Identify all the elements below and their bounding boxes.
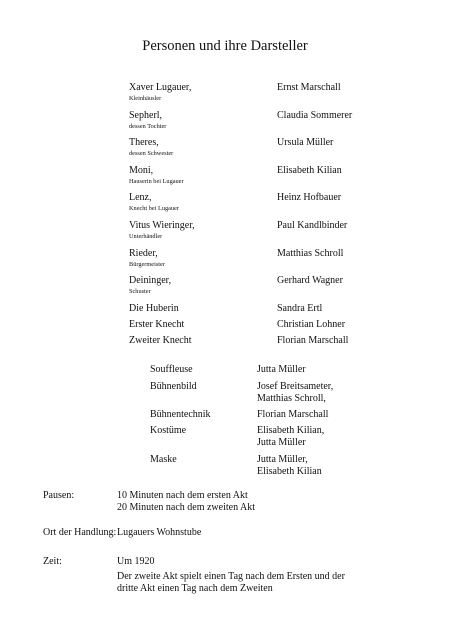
cast-role: Xaver Lugauer,	[129, 82, 192, 93]
note-line: dritte Akt einen Tag nach dem Zweiten	[117, 582, 273, 594]
cast-actor: Sandra Ertl	[277, 302, 323, 314]
crew-value-line: Florian Marschall	[257, 409, 329, 420]
crew-row	[150, 454, 410, 484]
cast-role-description: Bürgermeister	[129, 260, 165, 268]
cast-row	[129, 82, 429, 110]
pausen-value	[117, 490, 255, 513]
crew-value-line: Matthias Schroll,	[257, 392, 326, 404]
crew-row	[150, 425, 410, 454]
note-line: Der zweite Akt spielt einen Tag nach dem Ersten und der	[117, 571, 345, 582]
crew-label: Kostüme	[150, 425, 187, 436]
ort-value	[117, 527, 201, 539]
note-value	[117, 571, 345, 594]
crew-label: Bühnenbild	[150, 381, 197, 392]
crew-value-line: Jutta Müller,	[257, 454, 308, 465]
crew-value	[257, 454, 322, 477]
crew-value-line: Jutta Müller	[257, 436, 306, 448]
cast-row	[129, 319, 429, 335]
cast-list	[129, 82, 429, 351]
crew-label: Maske	[150, 454, 177, 465]
crew-value	[257, 364, 306, 376]
cast-role-description: dessen Tochter	[129, 122, 167, 130]
cast-role: Lenz,	[129, 192, 152, 204]
cast-actor: Elisabeth Kilian	[277, 164, 342, 176]
zeit-label: Zeit:	[43, 556, 62, 567]
cast-role: Deininger,	[129, 275, 172, 287]
crew-value	[257, 409, 328, 421]
page-title: Personen und ihre Darsteller	[142, 38, 308, 54]
cast-row	[129, 165, 429, 193]
cast-role: Moni,	[129, 164, 154, 176]
cast-row	[129, 335, 429, 351]
crew-value-line: Elisabeth Kilian	[257, 465, 322, 477]
cast-row	[129, 220, 429, 248]
cast-role-description: Unterhändler	[129, 232, 163, 240]
crew-label: Souffleuse	[150, 364, 193, 375]
cast-role-description: Schuster	[129, 288, 151, 296]
crew-list	[150, 364, 410, 484]
cast-role: Rieder,	[129, 247, 158, 259]
cast-actor: Heinz Hofbauer	[277, 192, 342, 204]
cast-row	[129, 303, 429, 319]
cast-row	[129, 275, 429, 303]
ort-line: Lugauers Wohnstube	[117, 527, 202, 538]
crew-value-line: Josef Breitsameter,	[257, 381, 334, 392]
cast-row	[129, 192, 429, 220]
zeit-value	[117, 556, 155, 568]
pausen-line: 10 Minuten nach dem ersten Akt	[117, 490, 248, 501]
cast-role-description: Hauserin bei Lugauer	[129, 177, 184, 185]
cast-role: Erster Knecht	[129, 318, 185, 330]
cast-role: Theres,	[129, 137, 159, 149]
cast-role-description: Kleinhäusler	[129, 95, 162, 102]
cast-role: Die Huberin	[129, 302, 179, 314]
crew-value	[257, 381, 333, 404]
cast-role: Vitus Wieringer,	[129, 219, 195, 231]
pausen-label: Pausen:	[43, 490, 75, 501]
cast-role-description: Knecht bei Lugauer	[129, 205, 180, 213]
cast-role: Zweiter Knecht	[129, 334, 192, 346]
cast-actor: Ernst Marschall	[277, 82, 341, 93]
crew-value	[257, 425, 324, 448]
cast-row	[129, 137, 429, 165]
cast-actor: Ursula Müller	[277, 137, 334, 149]
crew-row	[150, 381, 410, 409]
cast-actor: Paul Kandlbinder	[277, 219, 348, 231]
cast-actor: Gerhard Wagner	[277, 275, 343, 287]
crew-label: Bühnentechnik	[150, 409, 211, 420]
zeit-line: Um 1920	[117, 556, 155, 567]
cast-actor: Claudia Sommerer	[277, 109, 353, 121]
crew-value-line: Jutta Müller	[257, 364, 306, 375]
ort-label: Ort der Handlung:	[43, 527, 117, 538]
cast-role-description: dessen Schwester	[129, 150, 174, 158]
cast-row	[129, 248, 429, 276]
crew-value-line: Elisabeth Kilian,	[257, 425, 325, 436]
crew-row	[150, 364, 410, 381]
crew-row	[150, 409, 410, 425]
cast-actor: Matthias Schroll	[277, 247, 344, 259]
cast-actor: Florian Marschall	[277, 334, 349, 346]
pausen-line: 20 Minuten nach dem zweiten Akt	[117, 501, 256, 513]
cast-role: Sepherl,	[129, 109, 163, 121]
cast-row	[129, 110, 429, 138]
cast-actor: Christian Lohner	[277, 318, 346, 330]
